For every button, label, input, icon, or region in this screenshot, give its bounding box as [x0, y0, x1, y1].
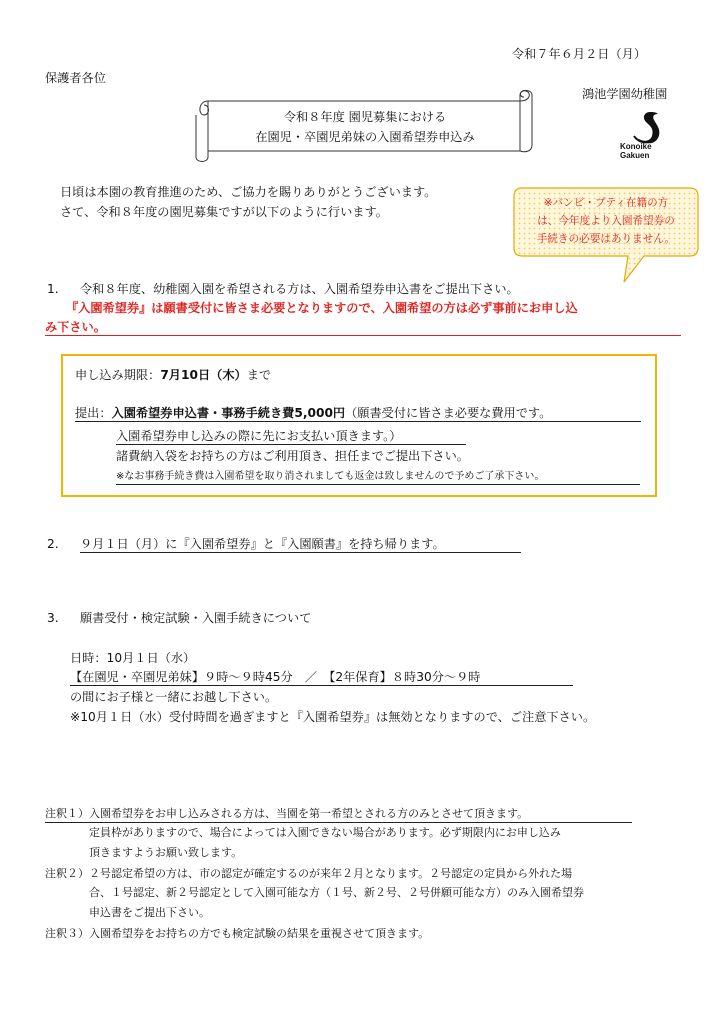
note-2-line-2: 合、１号認定、新２号認定として入園可能な方（１号、新２号、２号併願可能な方）のみ入園希望券 [89, 886, 584, 899]
note-1-line-3: 頂きますようお願い致します。 [89, 846, 243, 859]
logo-text: Konoike Gakuen [620, 142, 652, 160]
note-2-line-1: 注釈２）２号認定希望の方は、市の認定が確定するのが来年２月となります。２号認定の定員から外れた場 [45, 867, 573, 880]
title-scroll [190, 87, 540, 163]
issue-date: 令和７年６月２日（月） [512, 47, 647, 61]
scroll-banner-icon [190, 87, 540, 163]
section-2-text: ９月１日（月）に『入園希望券』と『入園願書』を持ち帰ります。 [80, 536, 521, 553]
submit-line-2: 入園希望券申し込みの際に先にお支払い頂きます。） [116, 428, 466, 445]
submit-items: 入園希望券申込書・事務手続き費5,000円 [111, 406, 346, 420]
section-3-date: 日時：10月１日（水） [70, 651, 196, 665]
section-3-warning: ※10月１日（水）受付時間を過ぎますと『入園希望券』は無効となりますので、ご注意下さい。 [70, 710, 596, 724]
notice-callout [512, 186, 700, 286]
section-3-with-child: の間にお子様と一緒にお越し下さい。 [70, 690, 278, 704]
section-3-number: 3. [47, 611, 59, 625]
deadline-row [75, 367, 271, 383]
school-name: 鴻池学園幼稚園 [582, 87, 668, 101]
section-3-times: 【在園児・卒園児弟妹】９時～９時45分 ／ 【2年保育】８時30分～９時 [70, 669, 573, 686]
callout-line-2: は、今年度より入園希望券の [537, 215, 675, 227]
note-2-line-3: 申込書をご提出下さい。 [89, 906, 210, 919]
school-logo [620, 108, 676, 160]
refund-note: ※なお事務手続き費は入園希望を取り消されましても返金は致しませんので予めご了承下さい。 [116, 470, 640, 485]
intro-line-2: さて、令和８年度の園児募集ですが以下のように行います。 [60, 205, 388, 219]
deadline-date: 7月10日（木） [160, 368, 247, 382]
submit-line-3: 諸費納入袋をお持ちの方はご利用頂き、担任までご提出下さい。 [116, 449, 469, 463]
callout-line-1: ※バンビ・プティ在籍の方 [543, 197, 669, 209]
intro-line-1: 日頃は本園の教育推進のため、ご協力を賜りありがとうございます。 [60, 185, 437, 199]
submit-row [75, 405, 641, 422]
note-1-line-1: 注釈１）入園希望券をお申し込みされる方は、当園を第一希望とされる方のみとさせて頂きます。 [45, 806, 632, 823]
note-3-line-1: 注釈３）入園希望券をお持ちの方でも検定試験の結果を重視させて頂きます。 [45, 927, 430, 940]
section-2-number: 2. [47, 537, 59, 551]
title-line-1: 令和８年度 園児募集における [283, 110, 447, 124]
submit-label: 提出： [75, 406, 112, 420]
section-1-text: 令和８年度、幼稚園入園を希望される方は、入園希望券申込書をご提出下さい。 [80, 282, 519, 296]
section-1-notice-line-1: 『入園希望券』は願書受付に皆さま必要となりますので、入園希望の方は必ず事前にお申し込 [66, 301, 578, 315]
deadline-suffix: まで [246, 368, 272, 382]
section-1-notice-line-2: み下さい。 [45, 319, 681, 336]
callout-line-3: 手続きの必要はありません。 [536, 233, 676, 245]
deadline-label: 申し込み期限： [75, 368, 161, 382]
submit-rest: （願書受付に皆さま必要な費用です。 [345, 406, 552, 420]
title-line-2: 在園児・卒園児弟妹の入園希望券申込み [255, 130, 475, 144]
section-1-number: 1. [47, 282, 59, 296]
section-3-heading: 願書受付・検定試験・入園手続きについて [80, 611, 312, 625]
note-1-line-2: 定員枠がありますので、場合によっては入園できない場合があります。必ず期限内にお申し込み [89, 826, 561, 839]
recipient: 保護者各位 [45, 71, 106, 85]
